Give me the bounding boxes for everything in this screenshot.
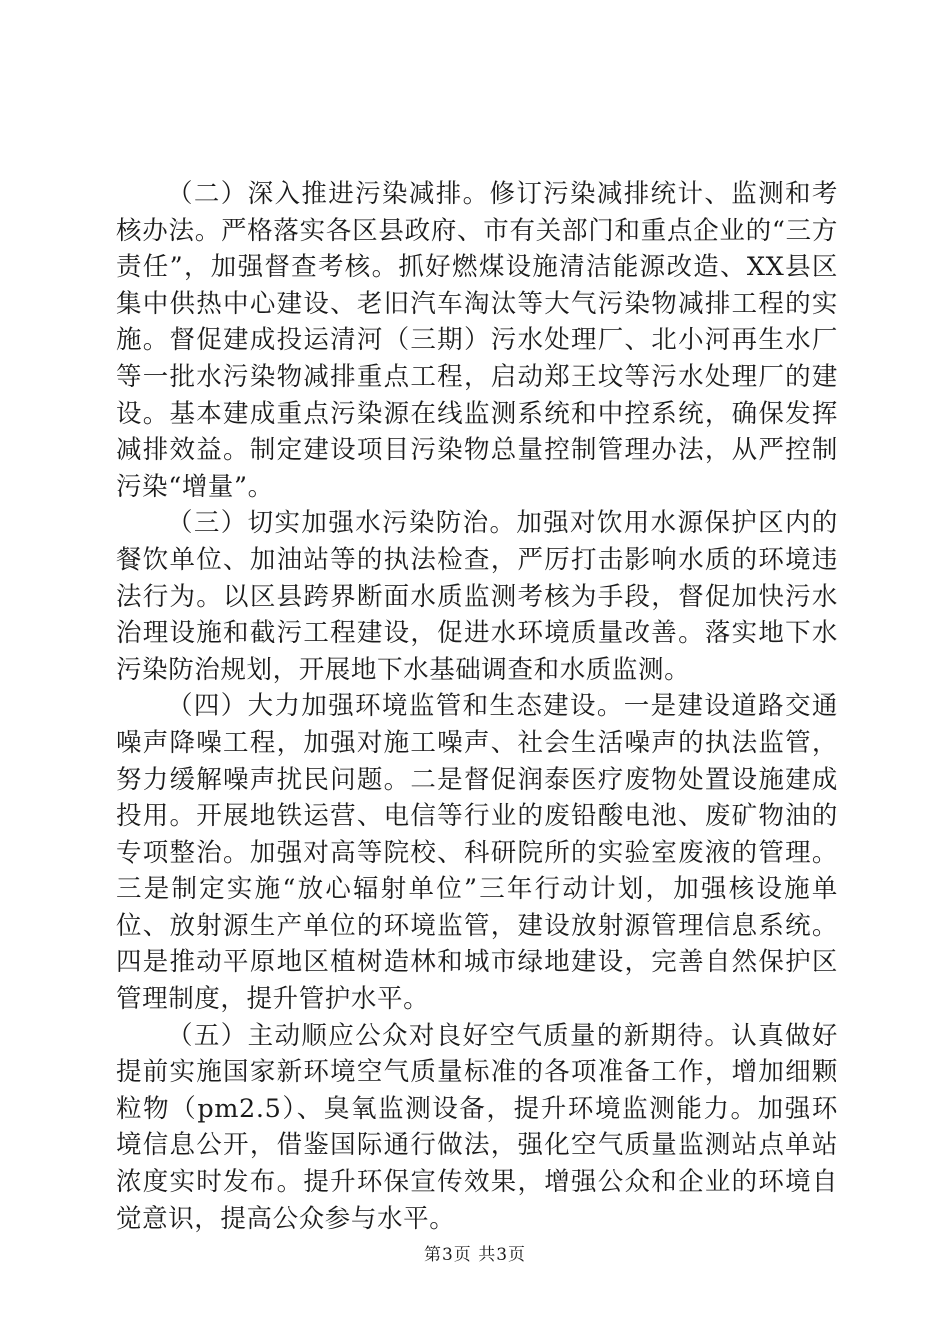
paragraph-water-pollution: （三）切实加强水污染防治。加强对饮用水源保护区内的餐饮单位、加油站等的执法检查，严厉打击影响水质的环境违法行为。以区县跨界断面水质监测考核为手段，督促加快污水治理设施和截污工程建设，促进水环境质量改善。落实地下水污染防治规划，开展地下水基础调查和水质监测。	[116, 508, 838, 685]
document-body	[116, 176, 838, 1237]
paragraph-air-quality: （五）主动顺应公众对良好空气质量的新期待。认真做好提前实施国家新环境空气质量标准的各项准备工作，增加细颗粒物（pm2.5）、臭氧监测设备，提升环境监测能力。加强环境信息公开，借鉴国际通行做法，强化空气质量监测站点单站浓度实时发布。提升环保宣传效果，增强公众和企业的环境自觉意识，提高公众参与水平。	[116, 1020, 838, 1234]
paragraph-pollution-reduction: （二）深入推进污染减排。修订污染减排统计、监测和考核办法。严格落实各区县政府、市有关部门和重点企业的“三方责任”，加强督查考核。抓好燃煤设施清洁能源改造、XX县区集中供热中心建设、老旧汽车淘汰等大气污染物减排工程的实施。督促建成投运清河（三期）污水处理厂、北小河再生水厂等一批水污染物减排重点工程，启动郑王坟等污水处理厂的建设。基本建成重点污染源在线监测系统和中控系统，确保发挥减排效益。制定建设项目污染物总量控制管理办法，从严控制污染“增量”。	[116, 179, 838, 502]
paragraph-environment-supervision: （四）大力加强环境监管和生态建设。一是建设道路交通噪声降噪工程，加强对施工噪声、社会生活噪声的执法监管，努力缓解噪声扰民问题。二是督促润泰医疗废物处置设施建成投用。开展地铁运营、电信等行业的废铅酸电池、废矿物油的专项整治。加强对高等院校、科研院所的实验室废液的管理。三是制定实施“放心辐射单位”三年行动计划，加强核设施单位、放射源生产单位的环境监管，建设放射源管理信息系统。四是推动平原地区植树造林和城市绿地建设，完善自然保护区管理制度，提升管护水平。	[116, 691, 838, 1015]
page-footer: 第3页 共3页	[423, 1245, 527, 1265]
